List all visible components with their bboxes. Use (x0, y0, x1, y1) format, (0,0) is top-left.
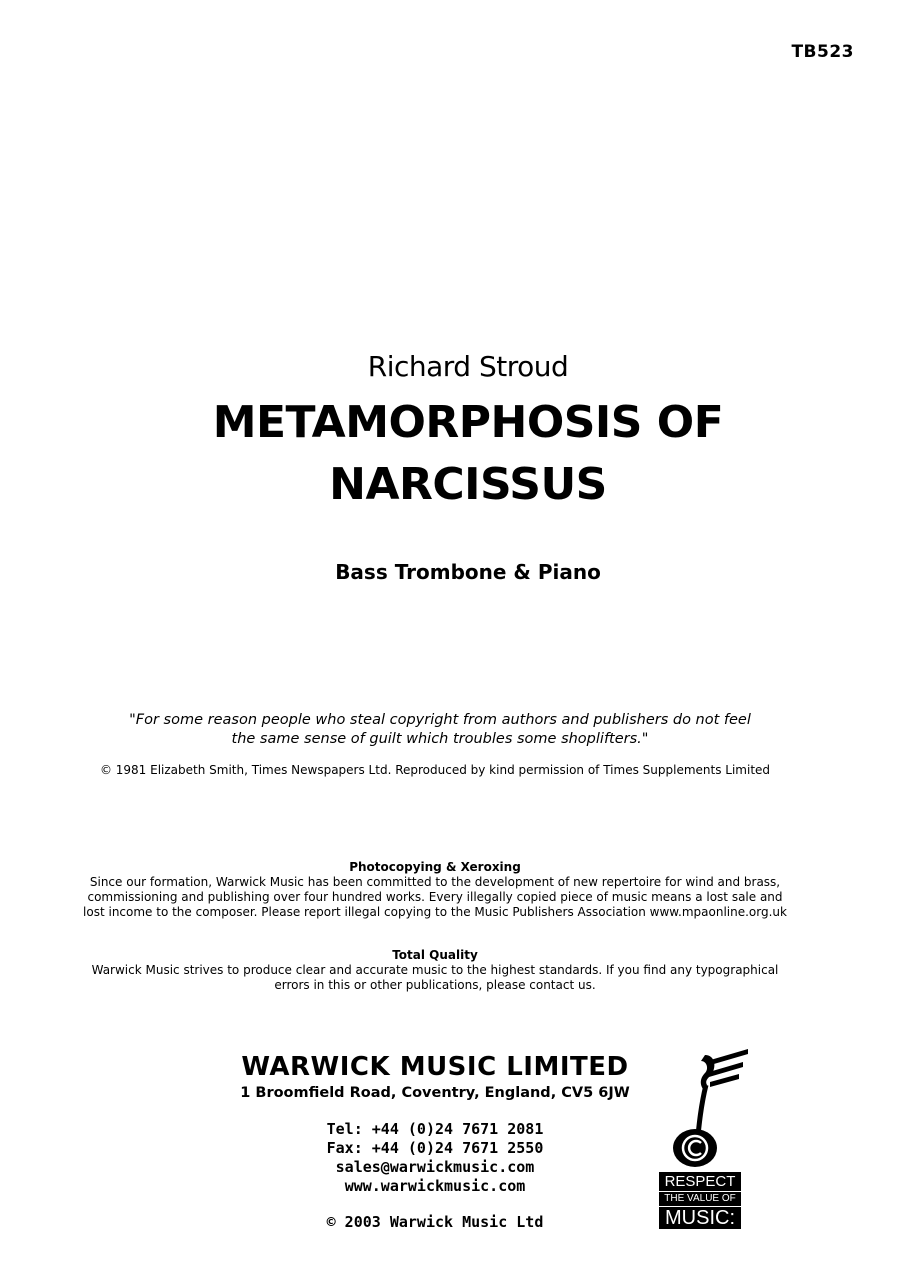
publisher-block (205, 1050, 665, 1102)
quality-heading: Total Quality (392, 948, 478, 962)
copyright-quote (0, 711, 880, 749)
quality-notice (60, 948, 810, 993)
logo-line-3: MUSIC: (659, 1207, 741, 1229)
publisher-web: www.warwickmusic.com (344, 1177, 526, 1195)
photocopying-heading: Photocopying & Xeroxing (349, 860, 521, 874)
quote-credit: © 1981 Elizabeth Smith, Times Newspapers Ltd. Reproduced by kind permission of Times Supplements Limited (99, 763, 771, 777)
composer-name: Richard Stroud (367, 350, 569, 383)
piece-title (0, 392, 900, 516)
title-line-1: METAMORPHOSIS OF (212, 397, 724, 448)
publisher-copyright: © 2003 Warwick Music Ltd (326, 1213, 544, 1231)
quality-line-2: errors in this or other publications, please contact us. (274, 978, 596, 992)
photocopying-notice (60, 860, 810, 920)
publisher-fax: Fax: +44 (0)24 7671 2550 (326, 1139, 544, 1157)
logo-line-1: RESPECT (659, 1172, 741, 1191)
instrumentation: Bass Trombone & Piano (335, 560, 601, 584)
photocopying-line-1: Since our formation, Warwick Music has been committed to the development of new repertoire for wind and brass, (89, 875, 781, 889)
photocopying-line-2: commissioning and publishing over four hundred works. Every illegally copied piece of music means a lost sale and (87, 890, 783, 904)
publisher-name: WARWICK MUSIC LIMITED (241, 1052, 629, 1082)
quote-line-2: the same sense of guilt which troubles some shoplifters." (231, 731, 649, 747)
photocopying-line-3: lost income to the composer. Please report illegal copying to the Music Publishers Association www.mpaonline.org.uk (83, 905, 787, 919)
publisher-email: sales@warwickmusic.com (335, 1158, 535, 1176)
logo-line-2: THE VALUE OF (659, 1192, 741, 1206)
respect-music-logo (655, 1045, 751, 1235)
title-line-2: NARCISSUS (329, 459, 607, 510)
catalog-number: TB523 (791, 42, 854, 62)
publisher-tel: Tel: +44 (0)24 7671 2081 (326, 1120, 544, 1138)
quote-line-1: "For some reason people who steal copyright from authors and publishers do not feel (129, 712, 751, 728)
quality-line-1: Warwick Music strives to produce clear and accurate music to the highest standards. If you find any typographical (91, 963, 779, 977)
publisher-address: 1 Broomfield Road, Coventry, England, CV5 6JW (240, 1085, 630, 1101)
music-note-copyright-icon (655, 1045, 751, 1173)
publisher-contact (225, 1120, 645, 1196)
